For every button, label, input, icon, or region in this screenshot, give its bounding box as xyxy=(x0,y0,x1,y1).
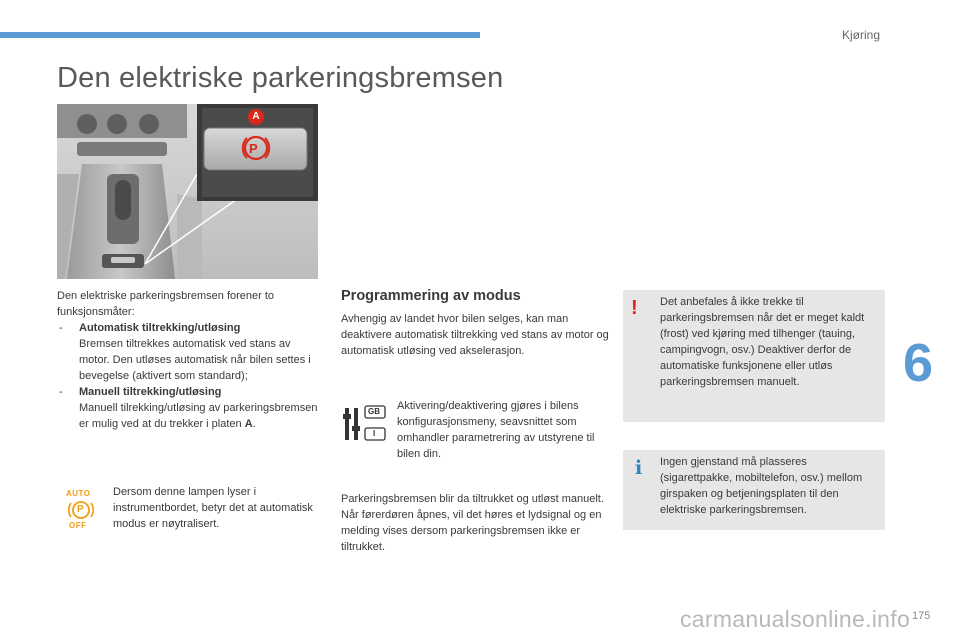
parking-brake-symbol: P xyxy=(249,141,258,156)
watermark: carmanualsonline.info xyxy=(680,606,911,632)
list-item-body xyxy=(79,400,319,432)
intro-text: Den elektriske parkeringsbremsen forener to funksjonsmåter: xyxy=(57,290,275,318)
page-number: 175 xyxy=(912,610,931,622)
auto-off-bottom-label: OFF xyxy=(69,521,87,530)
list-item xyxy=(57,320,319,384)
section-label: Kjøring xyxy=(842,28,881,42)
paragraph: Avhengig av landet hvor bilen selges, kan man deaktivere automatisk tiltrekking ved stans av motor og automatisk utløsing ved akselerasjon. xyxy=(341,313,609,357)
paragraph: Aktivering/deaktivering gjøres i bilens konfigurasjonsmeny, seavsnittet som omhandler parametrering av utstyrene til bilen din. xyxy=(397,400,595,460)
list-dash: - xyxy=(59,386,63,398)
warning-text: Det anbefales å ikke trekke til parkeringsbremsen når det er meget kaldt (frost) ved kjøring med tilhenger (tauing, campingvogn, osv.) Deaktiver derfor de automatiske funksjonene eller utløs parkeringsbremsen manuelt. xyxy=(660,296,865,388)
page-title: Den elektriske parkeringsbremsen xyxy=(57,62,504,94)
photo-badge-label: A xyxy=(252,111,260,122)
info-box xyxy=(623,450,885,530)
info-icon: i xyxy=(635,457,643,479)
console-photo xyxy=(57,104,318,279)
header-accent-bar xyxy=(0,32,480,38)
list-item xyxy=(57,384,319,432)
list-item-heading: Automatisk tiltrekking/utløsing xyxy=(79,322,241,334)
list-item-body-bold: A xyxy=(244,418,253,430)
list-dash: - xyxy=(59,322,63,334)
paragraph: Parkeringsbremsen blir da tiltrukket og utløst manuelt. Når førerdøren åpnes, vil det høres et lydsignal og en melding vises dersom parkeringsbremsen ikke er tiltrukket. xyxy=(341,493,604,553)
info-text: Ingen gjenstand må plasseres (sigarettpakke, mobiltelefon, osv.) mellom girspaken og betjeningsplaten til den elektriske parkeringsbremsen. xyxy=(660,456,863,516)
warning-box xyxy=(623,290,885,422)
lamp-explanation: Dersom denne lampen lyser i instrumentbordet, betyr det at automatisk modus er nøytralisert. xyxy=(113,486,313,530)
list-item-heading: Manuell tiltrekking/utløsing xyxy=(79,386,222,398)
section-heading: Programmering av modus xyxy=(341,288,521,304)
auto-off-top-label: AUTO xyxy=(66,489,91,498)
list-item-body-text: Manuell tilrekking/utløsing av parkeringsbremsen er mulig ved at du trekker i platen xyxy=(79,402,318,430)
config-menu-icon xyxy=(343,404,387,444)
list-item-body-end: . xyxy=(252,418,256,430)
chapter-number: 6 xyxy=(903,333,934,393)
i-label: I xyxy=(373,429,376,438)
mode-list xyxy=(57,320,319,432)
list-item-body: Bremsen tiltrekkes automatisk ved stans av motor. Den utløses automatisk når bilen settes i bevegelse (aktivert som standard); xyxy=(79,338,311,382)
auto-off-p-label: P xyxy=(77,504,84,515)
auto-off-warning-icon xyxy=(64,490,98,530)
warning-icon: ! xyxy=(631,297,638,319)
gb-label: GB xyxy=(368,407,380,416)
